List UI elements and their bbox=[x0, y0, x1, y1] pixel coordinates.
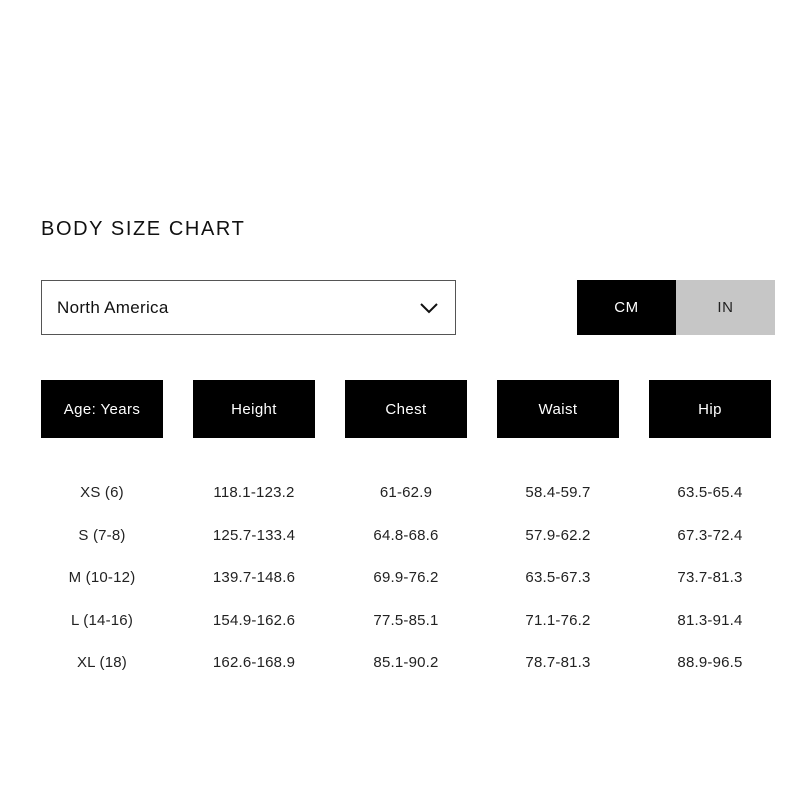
cell-size: L (14-16) bbox=[70, 611, 134, 629]
cell-waist: 63.5-67.3 bbox=[525, 569, 591, 586]
cell-height: 118.1-123.2 bbox=[213, 484, 295, 501]
cell-hip: 63.5-65.4 bbox=[677, 484, 743, 501]
cell-waist: 71.1-76.2 bbox=[525, 611, 591, 629]
cell-hip: 73.7-81.3 bbox=[677, 569, 743, 586]
header-height: Height bbox=[193, 380, 315, 438]
header-age: Age: Years bbox=[41, 380, 163, 438]
unit-in-button[interactable]: IN bbox=[676, 280, 775, 335]
header-hip: Hip bbox=[649, 380, 771, 438]
cell-height: 162.6-168.9 bbox=[212, 654, 296, 671]
table-row bbox=[41, 472, 771, 515]
cell-height: 139.7-148.6 bbox=[212, 569, 296, 586]
cell-height: 125.7-133.4 bbox=[212, 526, 296, 544]
cell-chest: 85.1-90.2 bbox=[373, 654, 439, 671]
cell-size: XS (6) bbox=[80, 484, 124, 501]
table-row bbox=[41, 600, 771, 643]
chevron-down-icon bbox=[419, 302, 439, 314]
unit-cm-button[interactable]: CM bbox=[577, 280, 676, 335]
page-title: BODY SIZE CHART bbox=[41, 218, 246, 240]
cell-chest: 61-62.9 bbox=[379, 484, 433, 501]
cell-chest: 77.5-85.1 bbox=[373, 611, 439, 629]
cell-size: S (7-8) bbox=[78, 526, 126, 544]
table-header-row bbox=[41, 380, 771, 438]
header-chest: Chest bbox=[345, 380, 467, 438]
cell-hip: 81.3-91.4 bbox=[677, 611, 743, 629]
cell-height: 154.9-162.6 bbox=[212, 611, 296, 629]
cell-chest: 64.8-68.6 bbox=[373, 526, 439, 544]
table-row bbox=[41, 642, 771, 685]
region-select-value: North America bbox=[57, 297, 169, 317]
cell-size: M (10-12) bbox=[68, 569, 136, 586]
cell-waist: 58.4-59.7 bbox=[525, 484, 591, 501]
cell-size: XL (18) bbox=[76, 654, 128, 671]
cell-waist: 57.9-62.2 bbox=[525, 526, 591, 544]
cell-hip: 67.3-72.4 bbox=[677, 526, 743, 544]
region-select[interactable] bbox=[41, 280, 456, 335]
cell-hip: 88.9-96.5 bbox=[677, 654, 743, 671]
unit-toggle bbox=[577, 280, 775, 335]
header-waist: Waist bbox=[497, 380, 619, 438]
table-body bbox=[41, 472, 771, 685]
table-row bbox=[41, 557, 771, 600]
cell-waist: 78.7-81.3 bbox=[525, 654, 591, 671]
cell-chest: 69.9-76.2 bbox=[373, 569, 439, 586]
table-row bbox=[41, 515, 771, 558]
